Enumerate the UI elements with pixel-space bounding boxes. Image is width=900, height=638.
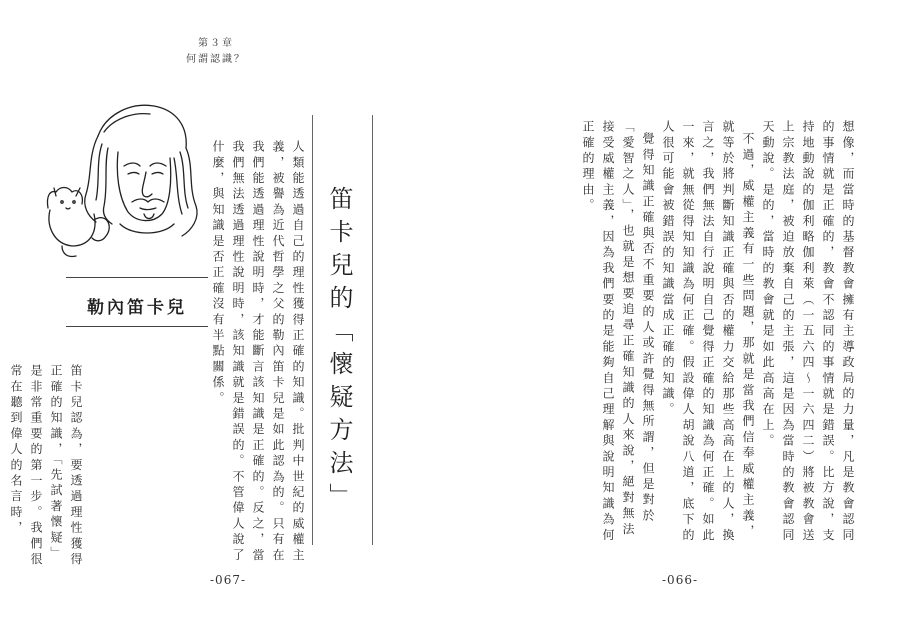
descartes-portrait-illustration [36,96,214,266]
chapter-header [186,36,246,68]
right-page [450,0,900,638]
main-text [578,120,858,552]
page-number-right: -066- [662,573,699,587]
paragraph-1: 想像，而當時的基督教會擁有主導政局的力量，凡是教會認同的事情就是正確的，教會不認同的事情就是錯誤。比方說，支持地動說的伽利略伽利萊（一五六四～一六四二）將被教會送上宗教法庭，被迫放棄自己的主張，這是因為當時的教會認同天動說。是的，當時的教會就是如此高高在上。 [761,120,855,544]
chapter-number: 第３章 [198,38,234,49]
body-paragraph [6,364,86,571]
intro-text: 人類能透過自己的理性獲得正確的知識。批判中世紀的威權主義，被譽為近代哲學之父的勒內笛卡兒是如此認為的。只有在我們能透過理性說明時，才能斷言該知識是正確的。反之，當我們無法透過理性說明時，該知識就是錯誤的。不管偉人說了什麼，與知識是否正確沒有半點關係。 [211,140,305,564]
portrait-name: 勒內笛卡兒 [87,298,187,318]
page-number-left: -067- [210,573,247,587]
section-rule-right [372,115,373,545]
paragraph-2: 不過，威權主義有一些問題，那就是當我們信奉威權主義，就等於將判斷知識正確與否的權力交給那些高高在上的人，換言之，我們無法自行說明自己覺得正確的知識為何正確。如此一來，就無從得知知識為何正確。假設偉人胡說八道，底下的人很可能會被錯誤的知識當成正確的知識。 [661,120,755,544]
portrait-rule-top [66,277,208,278]
intro-paragraph [208,140,308,572]
chapter-title: 何謂認識？ [186,54,246,65]
paragraph-3: 覺得知識正確與否不重要的人或許覺得無所謂，但是對於「愛智之人」，也就是想要追尋正確知識的人來說，絕對無法接受威權主義，因為我們要的是能夠自己理解與說明知識為何正確的理由。 [581,120,655,544]
section-title: 笛卡兒的「懷疑方法」 [325,186,353,516]
portrait-rule-bottom [66,326,208,327]
section-rule-left [312,115,313,545]
body-text: 笛卡兒認為，要透過理性獲得正確的知識，「先試著懷疑」是非常重要的第一步。我們很常在聽到偉人的名言時， [9,364,83,569]
